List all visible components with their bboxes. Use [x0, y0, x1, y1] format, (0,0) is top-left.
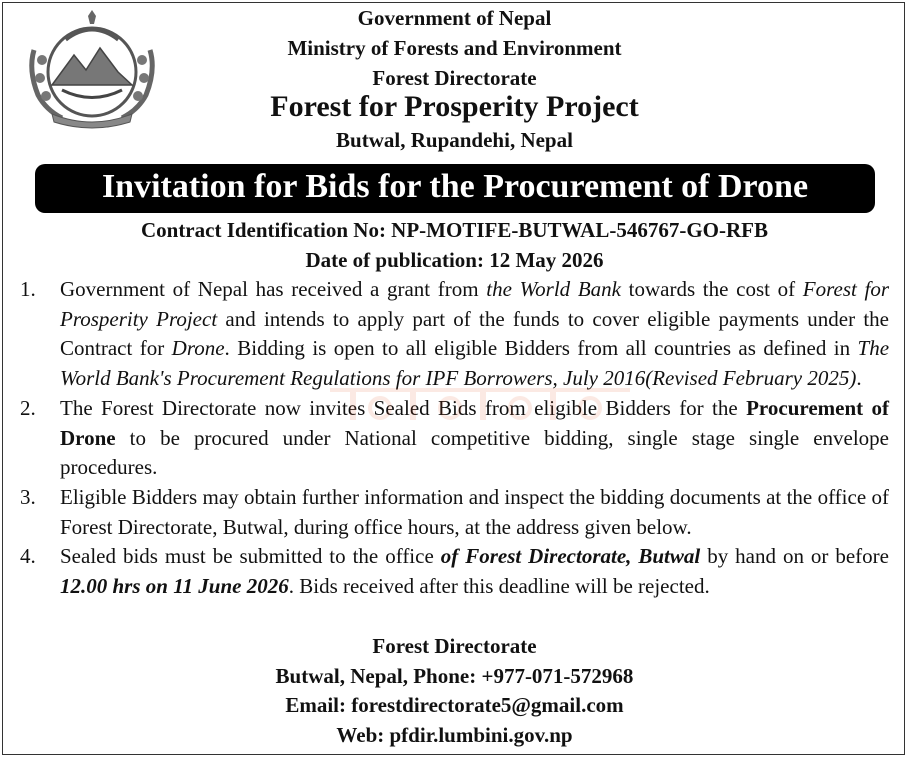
item-text: Sealed bids must be submitted to the office of Forest Directorate, Butwal by hand on or before 12.00 hrs on 11 June 2026. Bids received after this deadline will be rejected. [60, 544, 889, 599]
list-item [0, 275, 909, 394]
notice-title: Invitation for Bids for the Procurement of Drone [101, 168, 809, 205]
footer-address-phone: Butwal, Nepal, Phone: +977-071-572968 [275, 664, 634, 688]
footer-email: Email: forestdirectorate5@gmail.com [285, 693, 624, 717]
header-project: Forest for Prosperity Project [270, 90, 639, 123]
item-number: 3. [20, 484, 36, 509]
item-number: 4. [20, 544, 36, 569]
item-text: Government of Nepal has received a grant from the World Bank towards the cost of Forest for Prosperity Project and intends to apply part of the funds to cover eligible payments under the Contract for Drone. Bidding is open to all eligible Bidders from all countries as defined in The World Bank's Procurement Regulations for IPF Borrowers, July 2016(Revised February 2025). [60, 277, 890, 391]
publication-date: Date of publication: 12 May 2026 [305, 248, 604, 272]
footer-web: Web: pfdir.lumbini.gov.np [336, 723, 573, 747]
header-location: Butwal, Rupandehi, Nepal [336, 128, 573, 152]
footer-office: Forest Directorate [372, 634, 537, 658]
item-text: The Forest Directorate now invites Sealed Bids from eligible Bidders for the Procurement of Drone to be procured under National competitive bidding, single stage single envelope procedures. [60, 395, 890, 480]
header-directorate: Forest Directorate [372, 66, 537, 90]
contract-identification: Contract Identification No: NP-MOTIFE-BUTWAL-546767-GO-RFB [140, 218, 769, 242]
list-item [0, 394, 909, 483]
list-item [0, 542, 909, 601]
item-number: 1. [20, 277, 36, 301]
list-item [0, 483, 909, 542]
item-text: Eligible Bidders may obtain further information and inspect the bidding documents at the office of Forest Directorate, Butwal, during office hours, at the address given below. [60, 484, 889, 539]
header-government: Government of Nepal [357, 6, 552, 30]
item-number: 2. [20, 395, 36, 420]
header-ministry: Ministry of Forests and Environment [287, 36, 622, 60]
notice-items [0, 275, 909, 602]
